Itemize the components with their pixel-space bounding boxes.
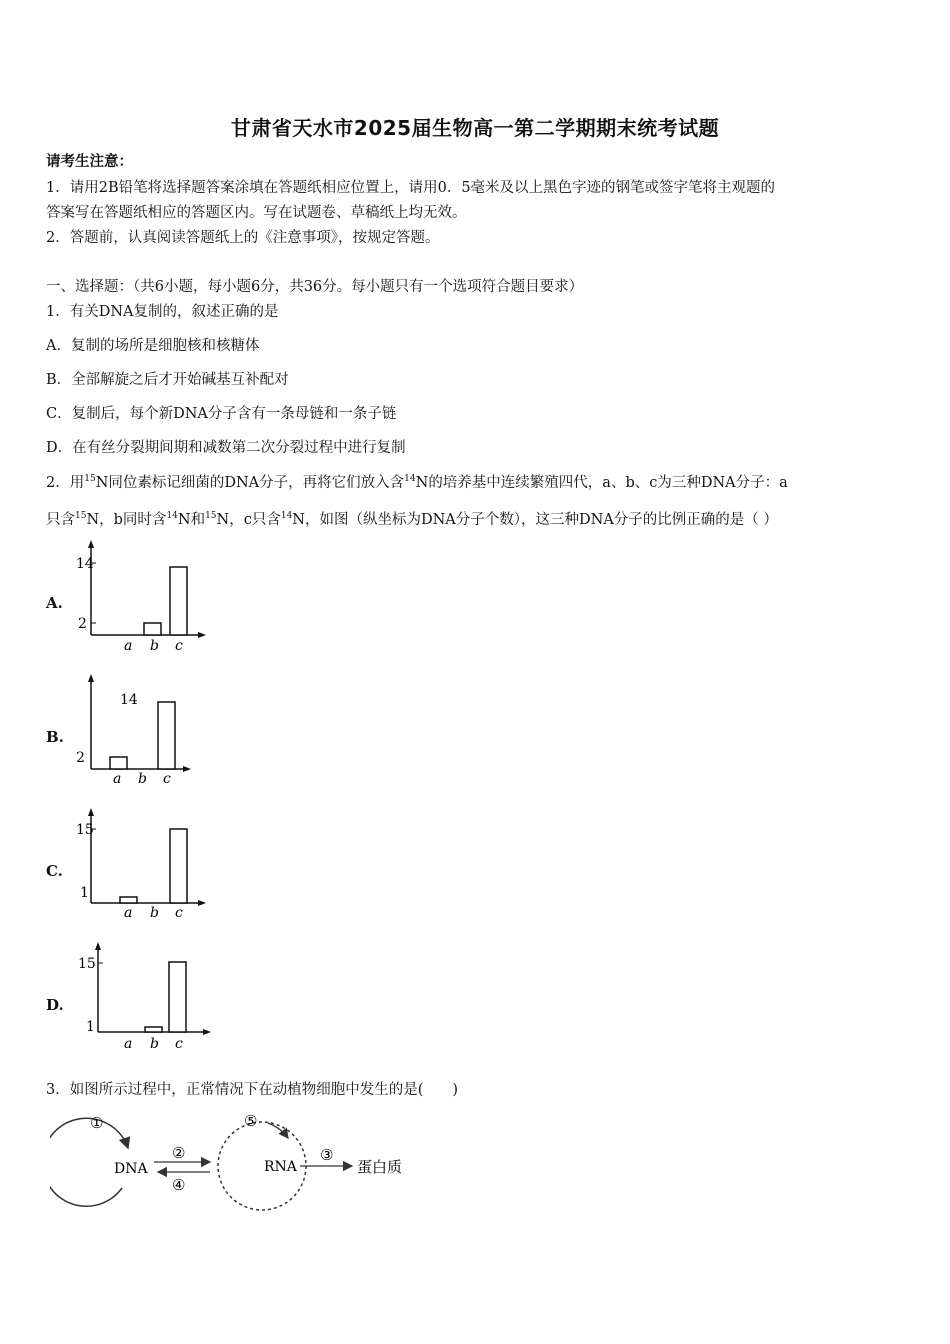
bar-c bbox=[169, 962, 186, 1032]
x-axis-arrow bbox=[183, 766, 191, 772]
x-label-c: c bbox=[163, 771, 171, 787]
bar-c bbox=[170, 829, 187, 903]
step-4-label: ④ bbox=[172, 1176, 186, 1194]
x-label-b: b bbox=[150, 905, 159, 921]
central-dogma-diagram bbox=[50, 1108, 420, 1218]
option-d-chart bbox=[66, 942, 216, 1057]
y-tick-label-15: 15 bbox=[78, 956, 96, 972]
sup-14: 14 bbox=[404, 474, 416, 485]
sup-15: 15 bbox=[84, 474, 96, 485]
question-3-stem: 3．如图所示过程中，正常情况下在动植物细胞中发生的是( ) bbox=[46, 1082, 459, 1098]
x-label-a: a bbox=[124, 638, 133, 654]
y-axis-arrow bbox=[88, 540, 94, 548]
replication-circle bbox=[50, 1118, 122, 1206]
option-b-label: B. bbox=[46, 728, 64, 746]
y-axis-arrow bbox=[95, 942, 101, 950]
option-d-label: D. bbox=[46, 996, 64, 1014]
page-title: 甘肃省天水市2025届生物高一第二学期期末统考试题 bbox=[230, 116, 720, 140]
notice-heading: 请考生注意： bbox=[46, 153, 133, 170]
option-a-chart bbox=[66, 540, 216, 655]
q2-num: 2．用 bbox=[46, 475, 85, 491]
q2-l2d: N，c只含 bbox=[216, 512, 281, 528]
x-label-b: b bbox=[150, 1036, 159, 1052]
bar-a bbox=[120, 897, 137, 903]
y-tick-label-2: 2 bbox=[76, 750, 85, 766]
y-tick-label-1: 1 bbox=[86, 1019, 95, 1035]
dna-label: DNA bbox=[114, 1161, 148, 1177]
q2-l2a: 只含 bbox=[46, 512, 75, 528]
sup-14-c: 14 bbox=[280, 511, 293, 522]
y-axis-arrow bbox=[88, 674, 94, 682]
top-label-14: 14 bbox=[120, 692, 138, 708]
question-2-stem-line-2 bbox=[46, 510, 778, 530]
step-3-label: ③ bbox=[320, 1146, 334, 1164]
x-label-c: c bbox=[175, 1036, 183, 1052]
q2-l2c: N和 bbox=[177, 512, 206, 528]
bar-b bbox=[144, 623, 161, 635]
y-tick-label-1: 1 bbox=[80, 885, 89, 901]
bar-c bbox=[170, 567, 187, 635]
q2-part2: N的培养基中连续繁殖四代，a、b、c为三种DNA分子：a bbox=[415, 475, 788, 491]
bar-c bbox=[158, 702, 175, 769]
y-tick-label-14: 14 bbox=[76, 556, 94, 572]
option-c-label: C. bbox=[46, 862, 63, 880]
step-2-label: ② bbox=[172, 1144, 186, 1162]
option-b-chart bbox=[66, 674, 216, 789]
x-label-c: c bbox=[175, 638, 183, 654]
y-tick-label-2: 2 bbox=[78, 616, 87, 632]
x-axis-arrow bbox=[203, 1029, 211, 1035]
q2-l2e: N，如图（纵坐标为DNA分子个数），这三种DNA分子的比例正确的是（ ） bbox=[292, 512, 778, 528]
x-label-c: c bbox=[175, 905, 183, 921]
y-axis-arrow bbox=[88, 808, 94, 816]
protein-label: 蛋白质 bbox=[357, 1158, 403, 1176]
q2-part1: N同位素标记细菌的DNA分子，再将它们放入含 bbox=[95, 475, 405, 491]
y-tick-label-15: 15 bbox=[76, 822, 94, 838]
bar-b bbox=[145, 1027, 162, 1032]
question-1-option-d: D．在有丝分裂期间期和减数第二次分裂过程中进行复制 bbox=[46, 440, 406, 456]
notice-line-3: 2．答题前，认真阅读答题纸上的《注意事项》，按规定答题。 bbox=[46, 230, 440, 246]
x-label-a: a bbox=[124, 905, 133, 921]
question-1-option-b: B．全部解旋之后才开始碱基互补配对 bbox=[46, 372, 289, 388]
rna-label: RNA bbox=[264, 1159, 297, 1175]
x-label-b: b bbox=[138, 771, 147, 787]
x-label-a: a bbox=[124, 1036, 133, 1052]
question-1-option-c: C．复制后，每个新DNA分子含有一条母链和一条子链 bbox=[46, 406, 397, 422]
x-label-b: b bbox=[150, 638, 159, 654]
x-axis-arrow bbox=[198, 632, 206, 638]
step-1-label: ① bbox=[90, 1114, 104, 1132]
section-heading: 一、选择题：（共6小题，每小题6分，共36分。每小题只有一个选项符合题目要求） bbox=[46, 279, 584, 295]
option-c-chart bbox=[66, 808, 216, 923]
sup-15-b: 15 bbox=[75, 511, 87, 522]
x-label-a: a bbox=[113, 771, 122, 787]
sup-14-b: 14 bbox=[166, 511, 178, 522]
notice-line-1: 1．请用2B铅笔将选择题答案涂填在答题纸相应位置上，请用0．5毫米及以上黑色字迹的钢笔或签字笔将主观题的 bbox=[46, 180, 776, 196]
question-1-option-a: A．复制的场所是细胞核和核糖体 bbox=[46, 338, 260, 354]
sup-15-c: 15 bbox=[205, 511, 217, 522]
question-1-stem: 1．有关DNA复制的，叙述正确的是 bbox=[46, 304, 279, 320]
question-2-stem-line-1 bbox=[46, 473, 788, 493]
step-5-label: ⑤ bbox=[244, 1112, 258, 1130]
replication-arrow bbox=[108, 1124, 128, 1148]
bar-a bbox=[110, 757, 127, 769]
q2-l2b: N，b同时含 bbox=[86, 512, 167, 528]
option-a-label: A. bbox=[46, 594, 63, 612]
notice-line-2: 答案写在答题纸相应的答题区内。写在试题卷、草稿纸上均无效。 bbox=[46, 205, 467, 221]
x-axis-arrow bbox=[198, 900, 206, 906]
